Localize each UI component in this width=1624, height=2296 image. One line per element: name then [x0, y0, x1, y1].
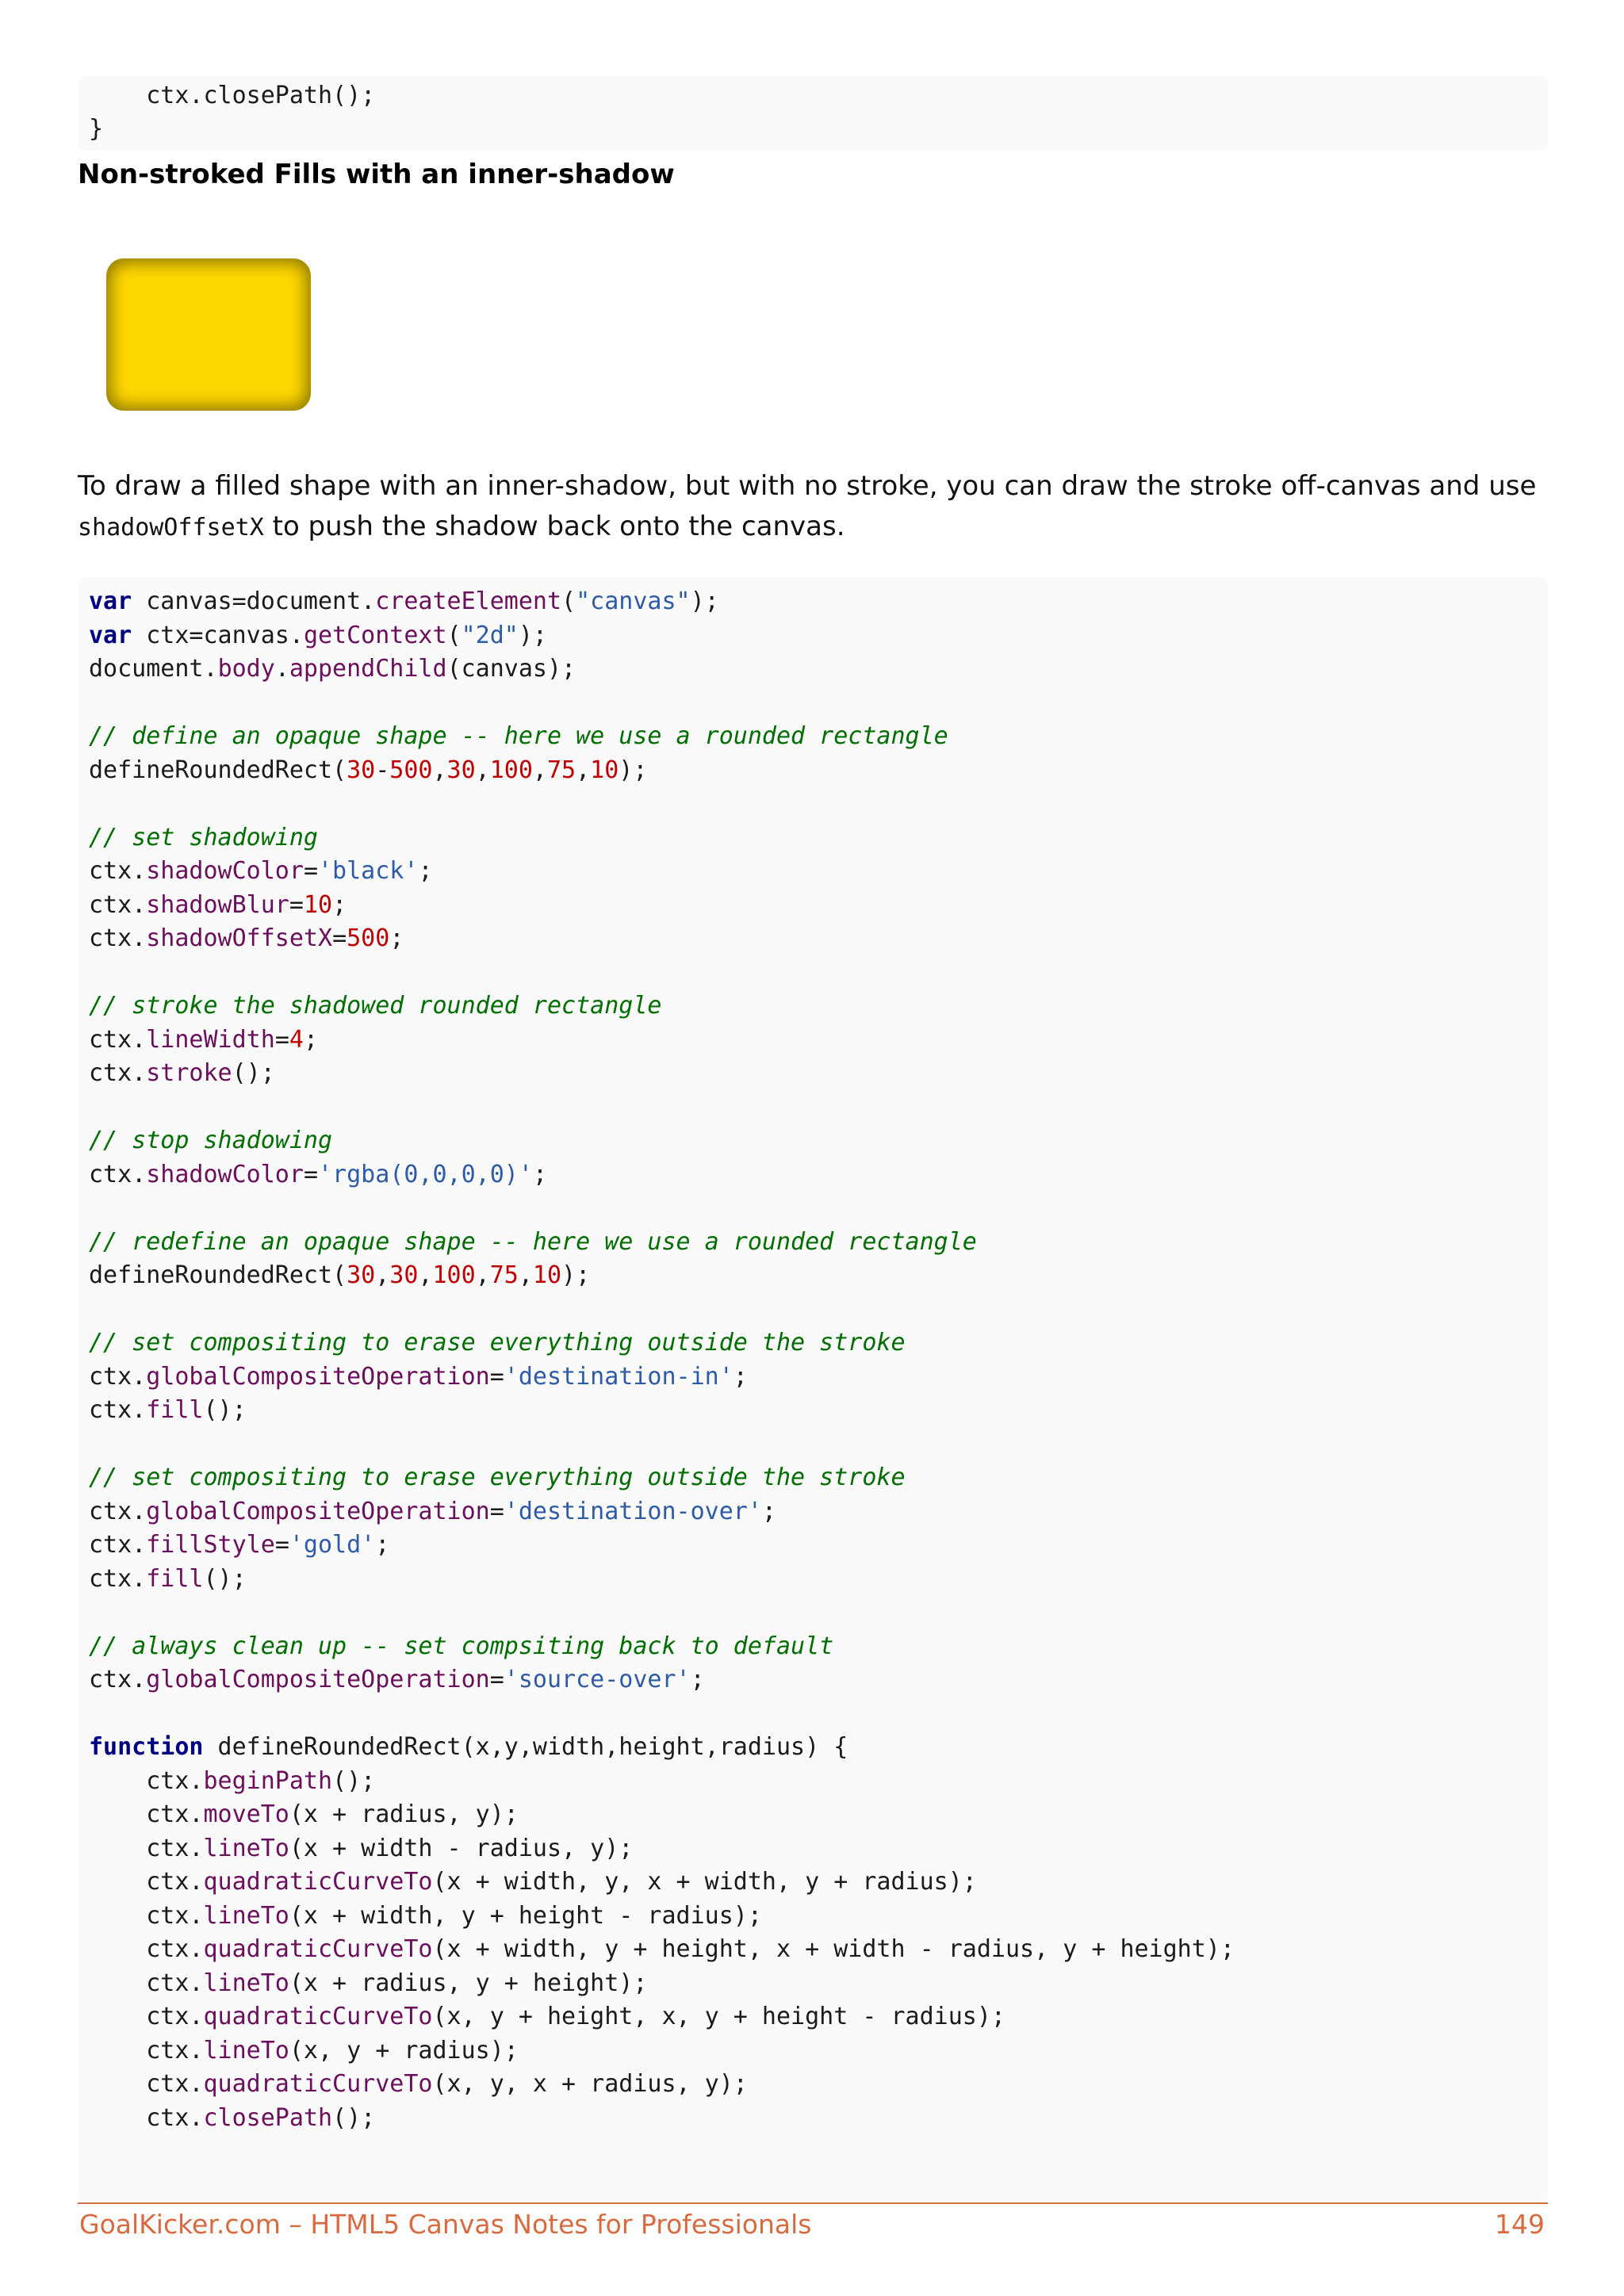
- code-line: ctx.quadraticCurveTo(x, y, x + radius, y);: [89, 2070, 748, 2098]
- code-line: ctx.globalCompositeOperation='source-over';: [89, 1666, 705, 1693]
- code-line: ctx.closePath();: [89, 82, 376, 109]
- code-line: function defineRoundedRect(x,y,width,height,radius) {: [89, 1733, 848, 1761]
- code-line: [89, 1091, 1548, 1125]
- code-line: // stop shadowing: [89, 1127, 333, 1154]
- code-line: ctx.lineTo(x, y + radius);: [89, 2036, 519, 2064]
- code-line: [89, 1192, 1548, 1226]
- code-line: ctx.globalCompositeOperation='destination-over';: [89, 1497, 776, 1525]
- paragraph-text: To draw a filled shape with an inner-shadow, but with no stroke, you can draw the stroke off-canvas and use: [78, 470, 1537, 502]
- code-line: ctx.shadowColor='black';: [89, 857, 433, 885]
- code-line: // always clean up -- set compsiting back to default: [89, 1632, 834, 1660]
- inner-shadow-demo-rectangle: [106, 258, 311, 411]
- code-line: ctx.moveTo(x + radius, y);: [89, 1800, 519, 1828]
- page-number: 149: [1495, 2209, 1545, 2240]
- code-line: ctx.lineTo(x + radius, y + height);: [89, 1969, 648, 1997]
- code-line: }: [89, 115, 104, 143]
- inline-code: shadowOffsetX: [78, 514, 264, 541]
- footer-divider: [78, 2202, 1548, 2204]
- code-line: [89, 787, 1548, 821]
- code-line: ctx.quadraticCurveTo(x, y + height, x, y + height - radius);: [89, 2003, 1005, 2030]
- code-line: // define an opaque shape -- here we use a rounded rectangle: [89, 722, 948, 750]
- body-paragraph: [78, 466, 1545, 548]
- code-line: ctx.closePath();: [89, 2103, 376, 2132]
- code-line: ctx.fill();: [89, 1396, 247, 1424]
- code-line: [89, 1596, 1548, 1630]
- code-line: ctx.shadowColor='rgba(0,0,0,0)';: [89, 1160, 547, 1188]
- code-line: [89, 687, 1548, 721]
- code-block-continued: [78, 76, 1548, 151]
- code-line: ctx.lineWidth=4;: [89, 1025, 318, 1054]
- code-line: [89, 1697, 1548, 1732]
- code-line: // redefine an opaque shape -- here we use a rounded rectangle: [89, 1227, 977, 1256]
- code-line: document.body.appendChild(canvas);: [89, 655, 576, 683]
- code-line: ctx.lineTo(x + width, y + height - radius);: [89, 1901, 762, 1930]
- code-line: defineRoundedRect(30-500,30,100,75,10);: [89, 756, 648, 784]
- code-line: ctx.stroke();: [89, 1059, 275, 1087]
- code-line: // set shadowing: [89, 823, 318, 851]
- code-line: ctx.quadraticCurveTo(x + width, y, x + width, y + radius);: [89, 1868, 977, 1896]
- code-line: ctx.shadowOffsetX=500;: [89, 924, 404, 952]
- code-line: [89, 956, 1548, 990]
- code-line: [89, 1428, 1548, 1462]
- paragraph-text: to push the shadow back onto the canvas.: [263, 511, 845, 542]
- code-block: [78, 577, 1548, 2202]
- code-line: var ctx=canvas.getContext("2d");: [89, 621, 547, 649]
- code-line: [89, 1293, 1548, 1327]
- code-line: ctx.globalCompositeOperation='destination-in';: [89, 1362, 748, 1391]
- code-line: ctx.shadowBlur=10;: [89, 890, 347, 919]
- section-heading: Non-stroked Fills with an inner-shadow: [78, 159, 675, 190]
- code-line: ctx.fillStyle='gold';: [89, 1531, 390, 1559]
- code-line: // set compositing to erase everything outside the stroke: [89, 1464, 906, 1491]
- code-line: ctx.quadraticCurveTo(x + width, y + height, x + width - radius, y + height);: [89, 1935, 1235, 1963]
- footer-title: GoalKicker.com – HTML5 Canvas Notes for Professionals: [79, 2209, 812, 2240]
- code-line: var canvas=document.createElement("canvas");: [89, 587, 719, 615]
- code-line: ctx.fill();: [89, 1564, 247, 1593]
- code-line: ctx.beginPath();: [89, 1766, 376, 1795]
- code-line: // stroke the shadowed rounded rectangle: [89, 992, 662, 1020]
- code-line: defineRoundedRect(30,30,100,75,10);: [89, 1261, 591, 1289]
- code-line: ctx.lineTo(x + width - radius, y);: [89, 1834, 634, 1862]
- code-line: // set compositing to erase everything outside the stroke: [89, 1329, 906, 1357]
